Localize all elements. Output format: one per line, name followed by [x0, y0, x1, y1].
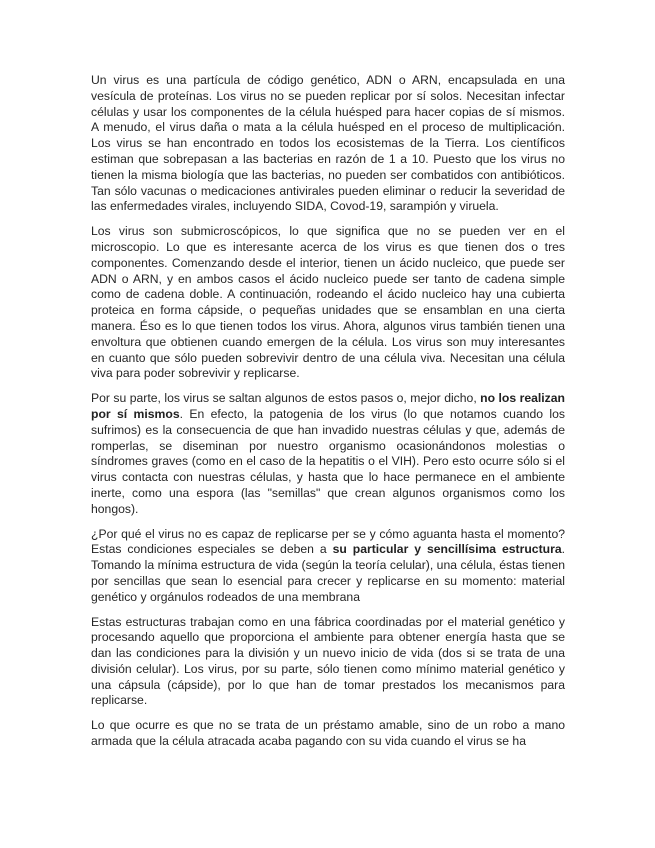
- bold-phrase: su particular y sencillísima estructura: [332, 542, 562, 557]
- paragraph-4: [91, 527, 565, 606]
- paragraph-1: [91, 73, 565, 215]
- bold-phrase: no los realizan por sí mismos: [91, 391, 565, 421]
- paragraph-3: [91, 391, 565, 517]
- paragraph-6: [91, 718, 565, 750]
- paragraph-2: [91, 224, 565, 382]
- paragraph-text: Un virus es una partícula de código genético, ADN o ARN, encapsulada en una vesícula de proteínas. Los virus no se pueden replicar por sí solos. Necesitan infectar células y usar los componentes de la célula huésped para hacer copias de sí mismos. A menudo, el virus daña o mata a la célula huésped en el proceso de multiplicación. Los virus se han encontrado en todos los ecosistemas de la Tierra. Los científicos estiman que sobrepasan a las bacterias en razón de 1 a 10. Puesto que los virus no tienen la misma biología que las bacterias, no pueden ser combatidos con antibióticos. Tan sólo vacunas o medicaciones antivirales pueden eliminar o reducir la severidad de las enfermedades virales, incluyendo SIDA, Covod-19, sarampión y viruela.: [91, 73, 565, 214]
- paragraph-5: [91, 615, 565, 710]
- paragraph-text: . Tomando la mínima estructura de vida (según la teoría celular), una célula, éstas tienen por sencillas que sean lo esencial para crecer y replicarse en su momento: material genético y orgánulos rodeados de una membrana: [91, 542, 565, 604]
- paragraph-text: . En efecto, la patogenia de los virus (lo que notamos cuando los sufrimos) es la consecuencia de que han invadido nuestras células y que, además de romperlas, se diseminan por nuestro organismo ocasionándonos molestias o síndromes graves (como en el caso de la hepatitis o el VIH). Pero esto ocurre sólo si el virus contacta con nuestras células, y hasta que lo hace permanece en el ambiente inerte, como una espora (las "semillas" que crean algunos organismos como los hongos).: [91, 406, 566, 516]
- document-page: [91, 73, 565, 759]
- paragraph-text: Los virus son submicroscópicos, lo que significa que no se pueden ver en el microscopio. Lo que es interesante acerca de los virus es que tienen dos o tres componentes. Comenzando desde el interior, tienen un ácido nucleico, que puede ser ADN o ARN, y en ambos casos el ácido nucleico puede ser tanto de cadena simple como de cadena doble. A continuación, rodeando el ácido nucleico hay una cubierta proteica en forma cápside, o pequeñas unidades que se ensamblan en una cierta manera. Éso es lo que tienen todos los virus. Ahora, algunos virus también tienen una envoltura que obtienen cuando emergen de la célula. Los virus son muy interesantes en cuanto que sólo pueden sobrevivir dentro de una célula viva. Necesitan una célula viva para poder sobrevivir y replicarse.: [91, 224, 565, 381]
- paragraph-text: Lo que ocurre es que no se trata de un préstamo amable, sino de un robo a mano armada que la célula atracada acaba pagando con su vida cuando el virus se ha: [91, 718, 565, 749]
- paragraph-text: Por su parte, los virus se saltan algunos de estos pasos o, mejor dicho,: [91, 391, 481, 406]
- paragraph-text: ¿Por qué el virus no es capaz de replicarse per se y cómo aguanta hasta el momento? Estas condiciones especiales se deben a: [91, 526, 565, 557]
- paragraph-text: Estas estructuras trabajan como en una fábrica coordinadas por el material genético y procesando aquello que proporciona el ambiente para obtener energía hasta que se dan las condiciones para la división y un nuevo inicio de vida (dos si se trata de una división celular). Los virus, por su parte, sólo tienen como mínimo material genético y una cápsula (cápside), por lo que han de tomar prestados los mecanismos para replicarse.: [91, 614, 565, 708]
